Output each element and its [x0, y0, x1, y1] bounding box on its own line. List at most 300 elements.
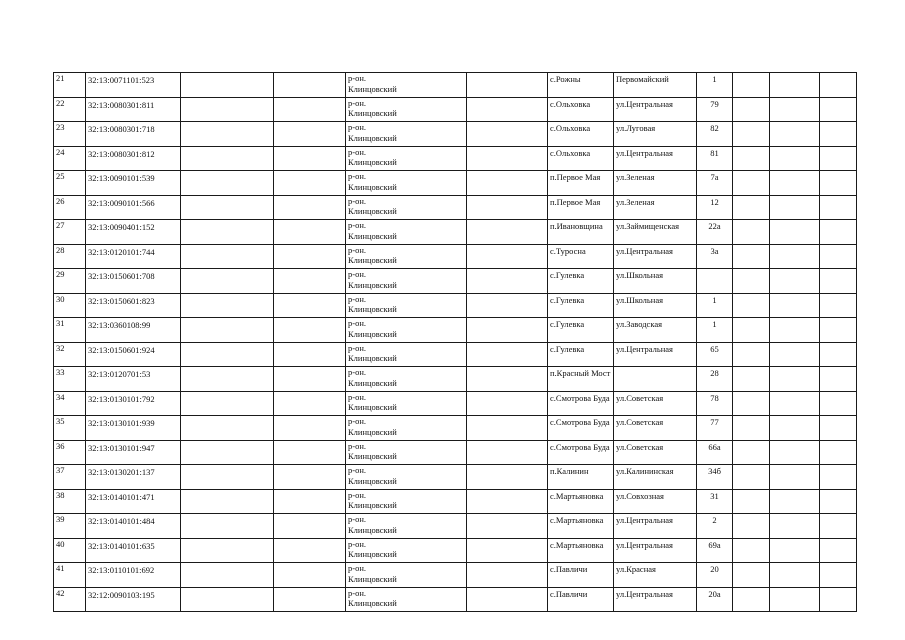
district-name: Клинцовский	[348, 402, 397, 412]
empty-cell	[467, 122, 548, 147]
empty-cell	[467, 391, 548, 416]
cadastral-number-cell: 32:13:0150601:924	[86, 342, 181, 367]
district-name: Клинцовский	[348, 108, 397, 118]
cadastral-number-cell: 32:13:0130201:137	[86, 465, 181, 490]
row-number-cell: 31	[54, 318, 86, 343]
empty-cell	[733, 465, 770, 490]
house-number-cell: 82	[697, 122, 733, 147]
house-number-cell: 81	[697, 146, 733, 171]
empty-cell	[820, 489, 857, 514]
empty-cell	[820, 391, 857, 416]
locality-cell: с.Смотрова Буда	[548, 391, 614, 416]
district-type: р-он.	[348, 514, 367, 524]
district-type: р-он.	[348, 220, 367, 230]
empty-cell	[274, 220, 346, 245]
house-number-cell: 28	[697, 367, 733, 392]
empty-cell	[820, 440, 857, 465]
empty-cell	[467, 318, 548, 343]
empty-cell	[274, 465, 346, 490]
empty-cell	[820, 269, 857, 294]
empty-cell	[181, 342, 274, 367]
district-cell	[346, 440, 467, 465]
empty-cell	[467, 195, 548, 220]
row-number-cell: 23	[54, 122, 86, 147]
row-number-cell: 38	[54, 489, 86, 514]
empty-cell	[733, 146, 770, 171]
empty-cell	[274, 146, 346, 171]
empty-cell	[467, 465, 548, 490]
street-cell: ул.Советская	[614, 440, 697, 465]
district-name: Клинцовский	[348, 377, 397, 388]
cadastral-number-cell: 32:13:0080301:811	[86, 97, 181, 122]
district-name: Клинцовский	[348, 328, 397, 339]
empty-cell	[733, 489, 770, 514]
district-cell	[346, 367, 467, 392]
empty-cell	[733, 342, 770, 367]
empty-cell	[733, 538, 770, 563]
empty-cell	[181, 146, 274, 171]
house-number-cell: 20	[697, 563, 733, 588]
district-type: р-он.	[348, 269, 367, 279]
district-cell	[346, 416, 467, 441]
district-cell	[346, 73, 467, 98]
district-name: Клинцовский	[348, 279, 397, 290]
empty-cell	[467, 146, 548, 171]
district-cell	[346, 342, 467, 367]
empty-cell	[820, 514, 857, 539]
empty-cell	[733, 269, 770, 294]
empty-cell	[733, 195, 770, 220]
empty-cell	[181, 122, 274, 147]
locality-cell: п.Первое Мая	[548, 171, 614, 196]
street-cell: ул.Калининская	[614, 465, 697, 490]
empty-cell	[733, 367, 770, 392]
locality-cell: с.Павличи	[548, 563, 614, 588]
empty-cell	[181, 293, 274, 318]
table-row	[54, 416, 857, 441]
district-cell	[346, 563, 467, 588]
empty-cell	[181, 318, 274, 343]
empty-cell	[181, 489, 274, 514]
row-number-cell: 34	[54, 391, 86, 416]
cadastral-number-cell: 32:13:0080301:718	[86, 122, 181, 147]
cadastral-number-cell: 32:13:0360108:99	[86, 318, 181, 343]
empty-cell	[820, 220, 857, 245]
cadastral-number-cell: 32:13:0110101:692	[86, 563, 181, 588]
house-number-cell: 1	[697, 73, 733, 98]
cadastral-number-cell: 32:13:0120701:53	[86, 367, 181, 392]
cadastral-number-cell: 32:13:0140101:635	[86, 538, 181, 563]
locality-cell: с.Гулевка	[548, 342, 614, 367]
district-type: р-он.	[348, 465, 367, 475]
empty-cell	[181, 244, 274, 269]
street-cell: ул.Центральная	[614, 244, 697, 269]
empty-cell	[770, 538, 820, 563]
empty-cell	[181, 171, 274, 196]
table-row	[54, 538, 857, 563]
locality-cell: с.Рожны	[548, 73, 614, 98]
district-name: Клинцовский	[348, 500, 397, 510]
locality-cell: с.Ольховка	[548, 146, 614, 171]
empty-cell	[820, 563, 857, 588]
district-name: Клинцовский	[348, 524, 397, 535]
empty-cell	[467, 73, 548, 98]
table-row	[54, 563, 857, 588]
street-cell: ул.Совхозная	[614, 489, 697, 514]
district-type: р-он.	[348, 342, 367, 353]
empty-cell	[181, 391, 274, 416]
empty-cell	[467, 416, 548, 441]
empty-cell	[733, 416, 770, 441]
empty-cell	[820, 318, 857, 343]
table-row	[54, 489, 857, 514]
empty-cell	[181, 538, 274, 563]
district-cell	[346, 465, 467, 490]
empty-cell	[181, 195, 274, 220]
empty-cell	[467, 269, 548, 294]
table-row	[54, 514, 857, 539]
empty-cell	[181, 416, 274, 441]
empty-cell	[770, 146, 820, 171]
table-row	[54, 171, 857, 196]
district-type: р-он.	[348, 195, 367, 206]
empty-cell	[181, 563, 274, 588]
empty-cell	[274, 122, 346, 147]
empty-cell	[770, 244, 820, 269]
cadastral-number-cell: 32:13:0080301:812	[86, 146, 181, 171]
empty-cell	[274, 416, 346, 441]
district-cell	[346, 538, 467, 563]
empty-cell	[274, 293, 346, 318]
cadastral-number-cell: 32:13:0130101:792	[86, 391, 181, 416]
district-type: р-он.	[348, 97, 367, 108]
empty-cell	[274, 195, 346, 220]
empty-cell	[770, 587, 820, 612]
empty-cell	[274, 269, 346, 294]
empty-cell	[733, 122, 770, 147]
district-type: р-он.	[348, 171, 367, 181]
table-row	[54, 367, 857, 392]
empty-cell	[770, 391, 820, 416]
row-number-cell: 22	[54, 97, 86, 122]
empty-cell	[820, 342, 857, 367]
district-name: Клинцовский	[348, 255, 397, 265]
district-type: р-он.	[348, 563, 367, 573]
street-cell: ул.Советская	[614, 416, 697, 441]
empty-cell	[820, 465, 857, 490]
district-type: р-он.	[348, 538, 367, 549]
empty-cell	[181, 269, 274, 294]
house-number-cell: 20а	[697, 587, 733, 612]
district-name: Клинцовский	[348, 549, 397, 559]
empty-cell	[181, 514, 274, 539]
cadastral-number-cell: 32:13:0090101:566	[86, 195, 181, 220]
empty-cell	[274, 97, 346, 122]
street-cell: ул.Центральная	[614, 514, 697, 539]
empty-cell	[181, 440, 274, 465]
table-row	[54, 440, 857, 465]
street-cell: ул.Зеленая	[614, 171, 697, 196]
district-cell	[346, 220, 467, 245]
empty-cell	[770, 563, 820, 588]
row-number-cell: 35	[54, 416, 86, 441]
district-name: Клинцовский	[348, 475, 397, 486]
district-type: р-он.	[348, 440, 367, 451]
empty-cell	[467, 367, 548, 392]
locality-cell: с.Мартьяновка	[548, 489, 614, 514]
row-number-cell: 24	[54, 146, 86, 171]
row-number-cell: 28	[54, 244, 86, 269]
district-name: Клинцовский	[348, 353, 397, 363]
district-cell	[346, 146, 467, 171]
district-name: Клинцовский	[348, 181, 397, 192]
house-number-cell: 69а	[697, 538, 733, 563]
empty-cell	[274, 391, 346, 416]
empty-cell	[733, 440, 770, 465]
district-type: р-он.	[348, 367, 367, 377]
district-type: р-он.	[348, 416, 367, 426]
row-number-cell: 33	[54, 367, 86, 392]
street-cell: ул.Луговая	[614, 122, 697, 147]
row-number-cell: 27	[54, 220, 86, 245]
cadastral-number-cell: 32:13:0150601:823	[86, 293, 181, 318]
locality-cell: п.Ивановщина	[548, 220, 614, 245]
table-row	[54, 146, 857, 171]
row-number-cell: 40	[54, 538, 86, 563]
district-type: р-он.	[348, 318, 367, 328]
empty-cell	[820, 416, 857, 441]
empty-cell	[733, 587, 770, 612]
house-number-cell: 1	[697, 293, 733, 318]
row-number-cell: 29	[54, 269, 86, 294]
table-row	[54, 465, 857, 490]
district-type: р-он.	[348, 391, 367, 402]
street-cell: Первомайский	[614, 73, 697, 98]
empty-cell	[770, 367, 820, 392]
empty-cell	[770, 318, 820, 343]
district-cell	[346, 514, 467, 539]
house-number-cell: 3а	[697, 244, 733, 269]
empty-cell	[770, 465, 820, 490]
empty-cell	[770, 416, 820, 441]
empty-cell	[770, 122, 820, 147]
empty-cell	[770, 514, 820, 539]
street-cell	[614, 367, 697, 392]
district-type: р-он.	[348, 587, 367, 598]
district-cell	[346, 293, 467, 318]
district-name: Клинцовский	[348, 83, 397, 94]
table-row	[54, 97, 857, 122]
empty-cell	[733, 220, 770, 245]
empty-cell	[181, 220, 274, 245]
street-cell: ул.Центральная	[614, 342, 697, 367]
table-row	[54, 220, 857, 245]
empty-cell	[467, 538, 548, 563]
empty-cell	[770, 171, 820, 196]
district-type: р-он.	[348, 146, 367, 157]
row-number-cell: 36	[54, 440, 86, 465]
locality-cell: с.Ольховка	[548, 122, 614, 147]
street-cell: ул.Займищенская	[614, 220, 697, 245]
locality-cell: п.Красный Мост	[548, 367, 614, 392]
registry-table	[53, 72, 857, 612]
district-cell	[346, 195, 467, 220]
empty-cell	[274, 489, 346, 514]
empty-cell	[274, 440, 346, 465]
locality-cell: с.Гулевка	[548, 318, 614, 343]
table-row	[54, 122, 857, 147]
house-number-cell: 79	[697, 97, 733, 122]
row-number-cell: 26	[54, 195, 86, 220]
district-cell	[346, 318, 467, 343]
district-name: Клинцовский	[348, 451, 397, 461]
street-cell: ул.Центральная	[614, 97, 697, 122]
table-row	[54, 73, 857, 98]
empty-cell	[770, 489, 820, 514]
row-number-cell: 41	[54, 563, 86, 588]
row-number-cell: 32	[54, 342, 86, 367]
empty-cell	[467, 489, 548, 514]
empty-cell	[733, 244, 770, 269]
house-number-cell: 65	[697, 342, 733, 367]
locality-cell: с.Мартьяновка	[548, 514, 614, 539]
cadastral-number-cell: 32:13:0140101:471	[86, 489, 181, 514]
empty-cell	[820, 97, 857, 122]
row-number-cell: 37	[54, 465, 86, 490]
cadastral-number-cell: 32:13:0140101:484	[86, 514, 181, 539]
district-name: Клинцовский	[348, 598, 397, 608]
district-name: Клинцовский	[348, 157, 397, 167]
district-name: Клинцовский	[348, 426, 397, 437]
district-type: р-он.	[348, 244, 367, 255]
empty-cell	[181, 97, 274, 122]
district-cell	[346, 244, 467, 269]
empty-cell	[274, 563, 346, 588]
empty-cell	[274, 367, 346, 392]
street-cell: ул.Зеленая	[614, 195, 697, 220]
empty-cell	[733, 514, 770, 539]
district-type: р-он.	[348, 489, 367, 500]
street-cell: ул.Школьная	[614, 269, 697, 294]
table-row	[54, 391, 857, 416]
house-number-cell: 7а	[697, 171, 733, 196]
cadastral-number-cell: 32:13:0090401:152	[86, 220, 181, 245]
empty-cell	[467, 244, 548, 269]
empty-cell	[733, 318, 770, 343]
cadastral-number-cell: 32:13:0150601:708	[86, 269, 181, 294]
empty-cell	[467, 440, 548, 465]
empty-cell	[820, 293, 857, 318]
empty-cell	[770, 342, 820, 367]
empty-cell	[181, 587, 274, 612]
house-number-cell: 12	[697, 195, 733, 220]
house-number-cell: 66а	[697, 440, 733, 465]
empty-cell	[820, 538, 857, 563]
empty-cell	[274, 538, 346, 563]
house-number-cell	[697, 269, 733, 294]
district-name: Клинцовский	[348, 206, 397, 216]
street-cell: ул.Школьная	[614, 293, 697, 318]
empty-cell	[274, 244, 346, 269]
empty-cell	[467, 563, 548, 588]
empty-cell	[274, 587, 346, 612]
table-row	[54, 244, 857, 269]
empty-cell	[820, 587, 857, 612]
street-cell: ул.Центральная	[614, 587, 697, 612]
row-number-cell: 30	[54, 293, 86, 318]
empty-cell	[733, 73, 770, 98]
empty-cell	[770, 220, 820, 245]
empty-cell	[820, 244, 857, 269]
street-cell: ул.Красная	[614, 563, 697, 588]
locality-cell: с.Смотрова Буда	[548, 416, 614, 441]
district-name: Клинцовский	[348, 132, 397, 143]
cadastral-number-cell: 32:12:0090103:195	[86, 587, 181, 612]
empty-cell	[770, 440, 820, 465]
empty-cell	[733, 171, 770, 196]
table-body	[54, 73, 857, 612]
empty-cell	[820, 73, 857, 98]
empty-cell	[181, 367, 274, 392]
district-name: Клинцовский	[348, 573, 397, 584]
district-type: р-он.	[348, 293, 367, 304]
locality-cell: с.Гулевка	[548, 293, 614, 318]
table-row	[54, 342, 857, 367]
cadastral-number-cell: 32:13:0130101:939	[86, 416, 181, 441]
locality-cell: с.Мартьяновка	[548, 538, 614, 563]
empty-cell	[820, 146, 857, 171]
empty-cell	[467, 342, 548, 367]
table-row	[54, 318, 857, 343]
empty-cell	[733, 391, 770, 416]
empty-cell	[820, 367, 857, 392]
street-cell: ул.Центральная	[614, 146, 697, 171]
row-number-cell: 39	[54, 514, 86, 539]
district-cell	[346, 587, 467, 612]
cadastral-number-cell: 32:13:0130101:947	[86, 440, 181, 465]
empty-cell	[274, 73, 346, 98]
district-type: р-он.	[348, 122, 367, 132]
locality-cell: с.Ольховка	[548, 97, 614, 122]
empty-cell	[274, 171, 346, 196]
locality-cell: п.Первое Мая	[548, 195, 614, 220]
row-number-cell: 21	[54, 73, 86, 98]
table-row	[54, 293, 857, 318]
empty-cell	[467, 220, 548, 245]
empty-cell	[820, 122, 857, 147]
empty-cell	[181, 73, 274, 98]
empty-cell	[770, 269, 820, 294]
row-number-cell: 42	[54, 587, 86, 612]
row-number-cell: 25	[54, 171, 86, 196]
house-number-cell: 31	[697, 489, 733, 514]
district-cell	[346, 171, 467, 196]
empty-cell	[770, 293, 820, 318]
empty-cell	[770, 195, 820, 220]
street-cell: ул.Центральная	[614, 538, 697, 563]
district-cell	[346, 122, 467, 147]
empty-cell	[467, 514, 548, 539]
empty-cell	[770, 73, 820, 98]
empty-cell	[467, 171, 548, 196]
house-number-cell: 22а	[697, 220, 733, 245]
empty-cell	[733, 563, 770, 588]
empty-cell	[467, 293, 548, 318]
empty-cell	[770, 97, 820, 122]
street-cell: ул.Советская	[614, 391, 697, 416]
table-row	[54, 269, 857, 294]
empty-cell	[467, 97, 548, 122]
